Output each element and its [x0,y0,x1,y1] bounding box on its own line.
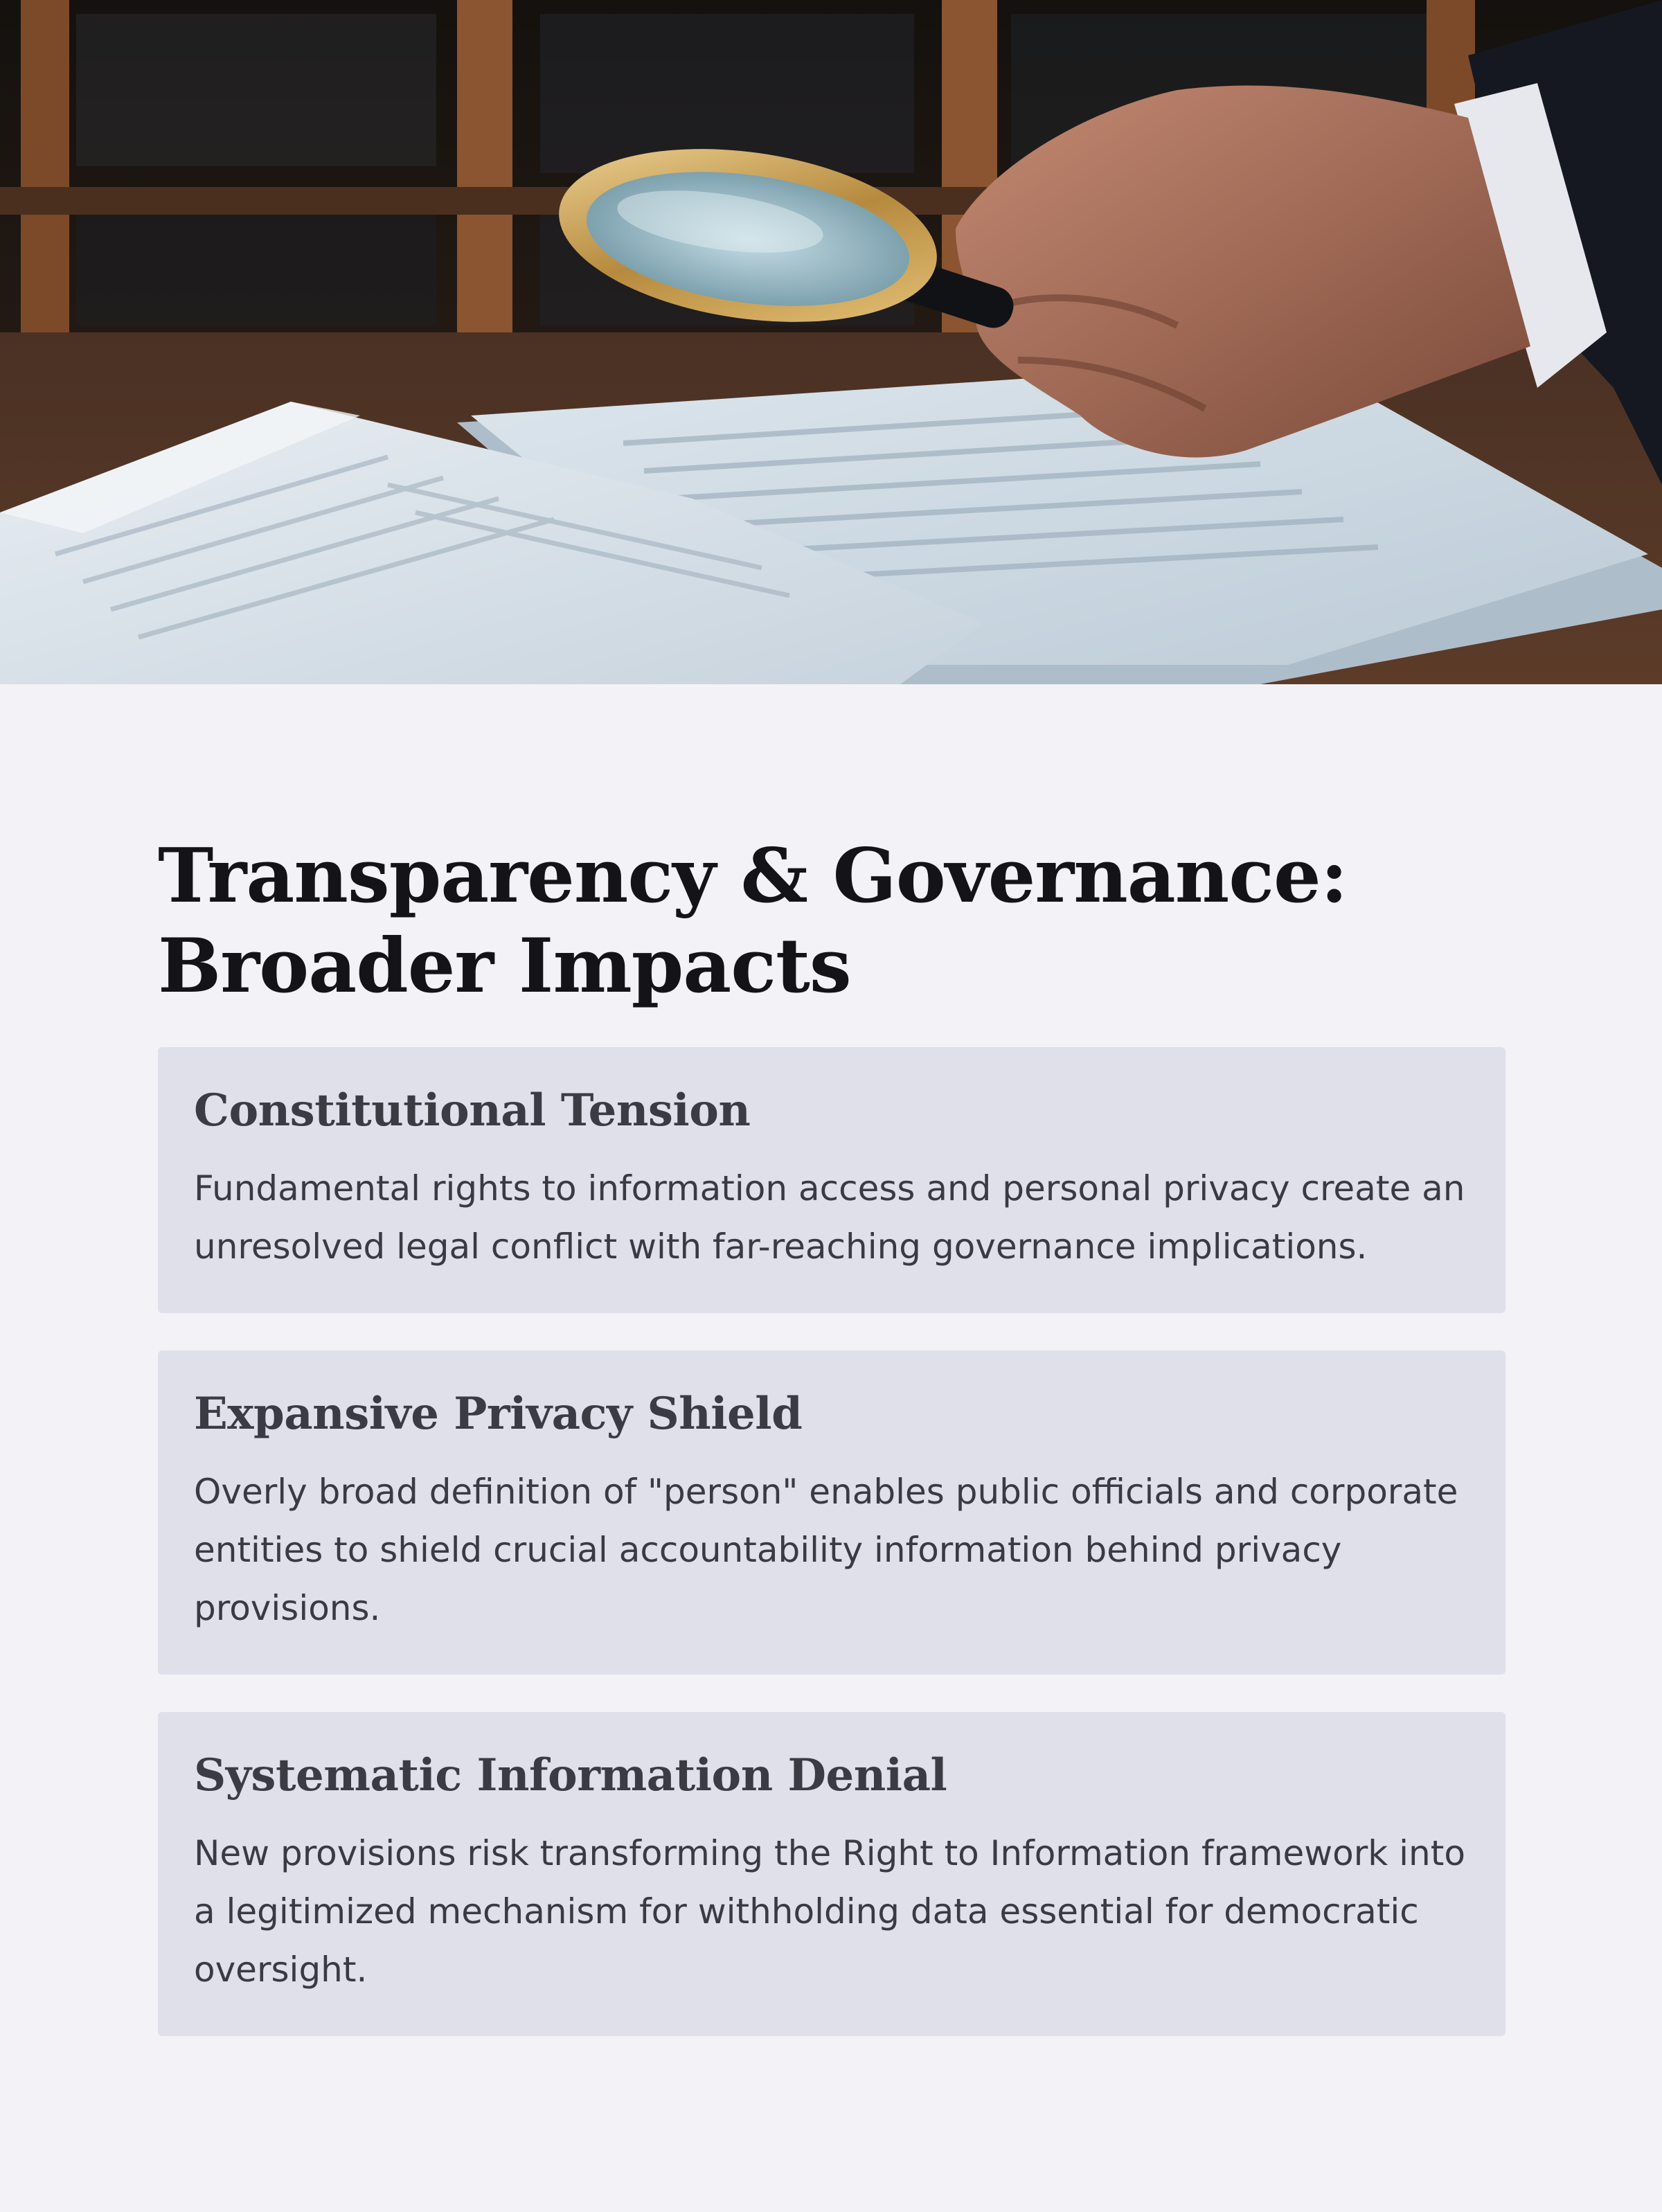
card-title: Systematic Information Denial [194,1749,947,1801]
card-title: Constitutional Tension [194,1085,751,1136]
card-constitutional-tension [158,1047,1505,1313]
content-section [158,831,1505,2073]
page-title: Transparency & Governance: Broader Impacts [158,832,1348,1010]
card-title: Expansive Privacy Shield [194,1388,803,1440]
card-systematic-information-denial [158,1712,1505,2036]
card-text: Fundamental rights to information access and personal privacy create an unresolved legal conflict with far-reaching governance implications. [194,1168,1465,1267]
card-text: Overly broad definition of "person" enables public officials and corporate entities to shield crucial accountability information behind privacy provisions. [194,1472,1458,1628]
card-list [158,1047,1505,2036]
card-text: New provisions risk transforming the Right to Information framework into a legitimized mechanism for withholding data essential for democratic oversight. [194,1833,1465,1990]
card-expansive-privacy-shield [158,1350,1505,1675]
hero-image [0,0,1662,684]
